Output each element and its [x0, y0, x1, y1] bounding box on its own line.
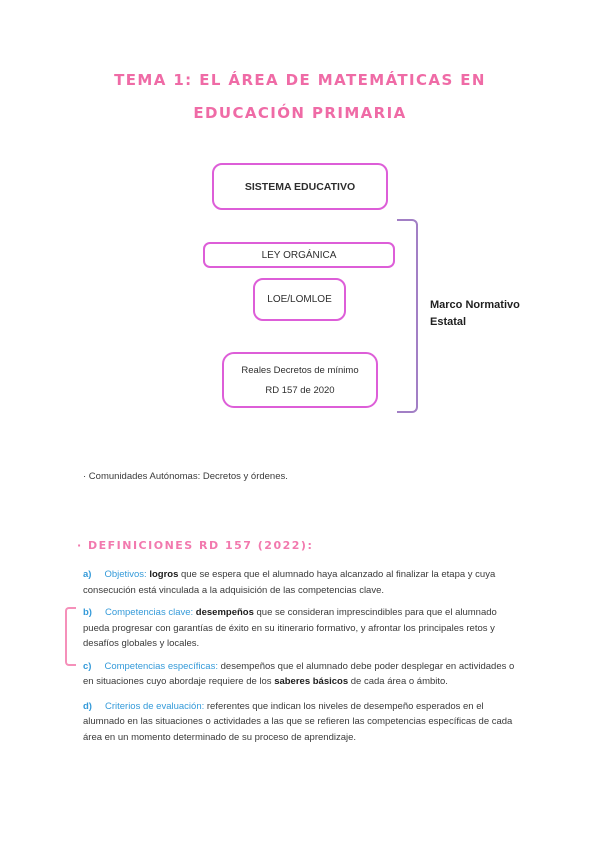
definition-bold-term: saberes básicos — [274, 676, 349, 687]
diagram-box-reales-decretos — [222, 352, 378, 408]
definition-label: Objetivos: — [104, 569, 147, 580]
right-square-bracket — [397, 219, 418, 413]
note-comunidades-autonomas: · Comunidades Autónomas: Decretos y órdenes. — [83, 471, 288, 482]
definition-label: Competencias específicas: — [104, 660, 218, 672]
definition-bold-term: desempeños — [195, 607, 254, 618]
page-title-line1: TEMA 1: EL ÁREA DE MATEMÁTICAS EN — [114, 71, 486, 89]
definition-bold-term: logros — [149, 569, 179, 580]
definition-item-a — [83, 567, 519, 598]
definition-item-d — [83, 699, 519, 746]
definition-text: de cada área o ámbito. — [348, 676, 448, 687]
definition-marker: d) — [83, 700, 92, 712]
definition-text: que se consideran imprescindibles para que el alumnado pueda progresar con garantías de éxito en su itinerario formativo, y afrontar los principales retos y desafíos globales y locales. — [83, 607, 497, 649]
definition-marker: b) — [83, 607, 92, 618]
diagram-box-sistema-educativo — [212, 163, 388, 210]
definition-text: referentes que indican los niveles de desempeño esperados en el alumnado en las situaciones o actividades a las que se refieren las competencias específicas de cada área en un momento determinado de su proceso de aprendizaje. — [83, 700, 513, 743]
diagram-box-reales-decretos-line1: Reales Decretos de mínimo — [241, 364, 359, 376]
definition-label: Criterios de evaluación: — [104, 700, 205, 712]
diagram-box-loe-lomloe — [253, 278, 346, 321]
definition-marker: c) — [83, 660, 92, 672]
definition-item-b — [83, 605, 519, 652]
page-title-line2: EDUCACIÓN PRIMARIA — [193, 104, 407, 122]
diagram-box-loe-lomloe-label: LOE/LOMLOE — [267, 294, 332, 305]
diagram-box-ley-organica — [203, 242, 395, 268]
definition-text: que se espera que el alumnado haya alcanzado al finalizar la etapa y cuya consecución está vinculada a la adquisición de las competencias clave. — [83, 569, 496, 596]
definition-item-c — [83, 659, 519, 690]
definition-label: Competencias clave: — [104, 607, 194, 618]
diagram-box-ley-organica-label: LEY ORGÁNICA — [261, 249, 337, 261]
definitions-heading: · DEFINICIONES RD 157 (2022): — [77, 539, 314, 552]
bracket-label-marco-normativo: Marco Normativo Estatal — [430, 299, 520, 328]
definition-text: desempeños que el alumnado debe poder desplegar en actividades o en situaciones cuyo abordaje requiere de los — [83, 660, 515, 687]
definition-marker: a) — [83, 569, 92, 580]
diagram-box-sistema-educativo-label: SISTEMA EDUCATIVO — [244, 180, 356, 193]
definitions-list — [83, 567, 519, 745]
page-title — [0, 64, 600, 130]
diagram-box-reales-decretos-line2: RD 157 de 2020 — [265, 384, 335, 396]
left-pink-bracket — [65, 607, 76, 666]
